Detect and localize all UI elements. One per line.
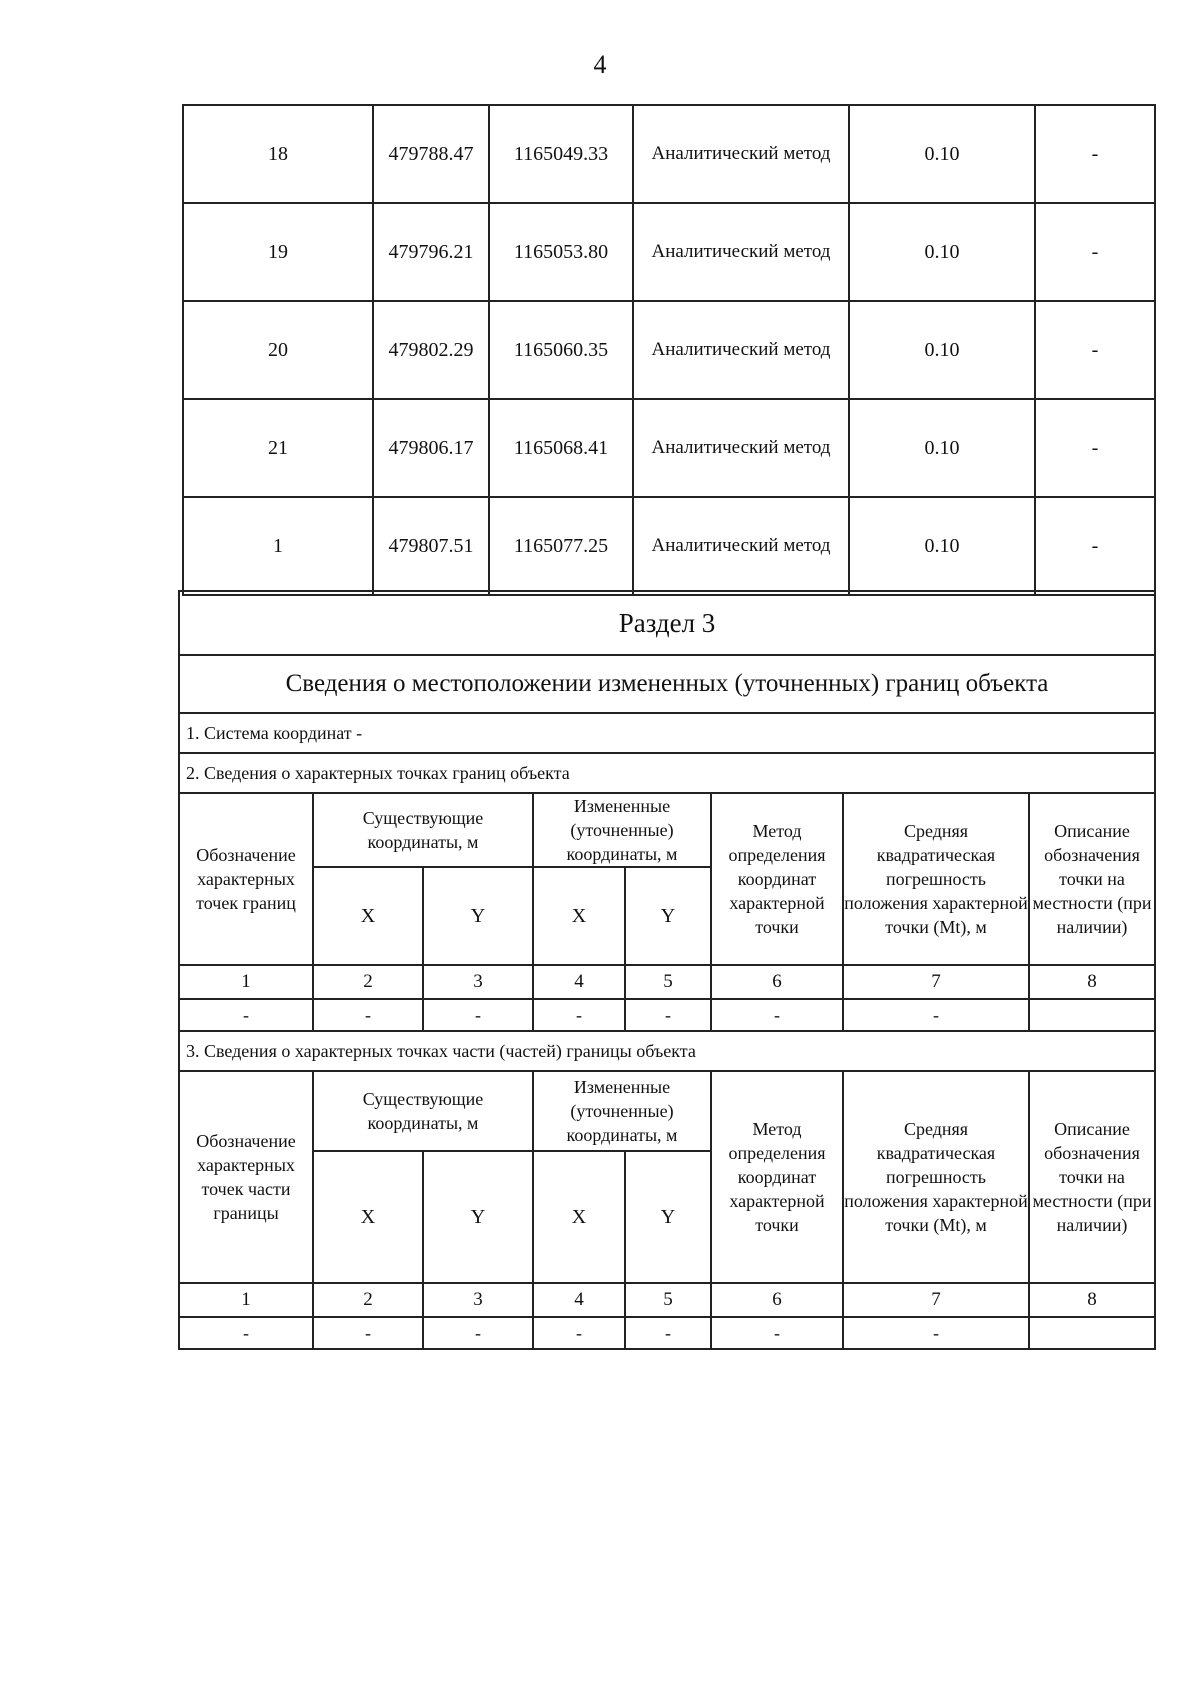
part2-col-existing: Существующие координаты, м bbox=[313, 793, 533, 867]
column-number-cell: 6 bbox=[711, 1283, 843, 1317]
part3-col-description: Описание обозначения точки на местности (при наличии) bbox=[1029, 1071, 1155, 1283]
part2-existing-x: X bbox=[313, 867, 423, 965]
point-description-cell: - bbox=[1035, 203, 1155, 301]
empty-value-cell: - bbox=[423, 999, 533, 1031]
part2-col-accuracy: Средняя квадратическая погрешность положения характерной точки (Mt), м bbox=[843, 793, 1029, 965]
point-x-cell: 479806.17 bbox=[373, 399, 489, 497]
table-row bbox=[183, 203, 1155, 301]
column-number-cell: 1 bbox=[179, 1283, 313, 1317]
points-table bbox=[182, 104, 1156, 596]
point-accuracy-cell: 0.10 bbox=[849, 203, 1035, 301]
point-y-cell: 1165060.35 bbox=[489, 301, 633, 399]
point-id-cell: 20 bbox=[183, 301, 373, 399]
part3-existing-x: X bbox=[313, 1151, 423, 1283]
empty-value-cell: - bbox=[711, 1317, 843, 1349]
empty-value-cell bbox=[1029, 1317, 1155, 1349]
column-number-cell: 8 bbox=[1029, 1283, 1155, 1317]
column-number-cell: 1 bbox=[179, 965, 313, 999]
point-accuracy-cell: 0.10 bbox=[849, 497, 1035, 595]
section-3-table bbox=[178, 590, 1156, 1350]
point-method-cell: Аналитический метод bbox=[633, 399, 849, 497]
coord-system: 1. Система координат - bbox=[179, 713, 1155, 753]
point-description-cell: - bbox=[1035, 497, 1155, 595]
empty-value-cell: - bbox=[843, 999, 1029, 1031]
point-accuracy-cell: 0.10 bbox=[849, 301, 1035, 399]
point-description-cell: - bbox=[1035, 399, 1155, 497]
table-row bbox=[179, 999, 1155, 1031]
part3-col-method: Метод определения координат характерной точки bbox=[711, 1071, 843, 1283]
page-number: 4 bbox=[593, 50, 607, 79]
part3-heading: 3. Сведения о характерных точках части (частей) границы объекта bbox=[179, 1031, 1155, 1071]
column-number-cell: 7 bbox=[843, 965, 1029, 999]
column-number-cell: 4 bbox=[533, 965, 625, 999]
section-subtitle: Сведения о местоположении измененных (уточненных) границ объекта bbox=[179, 655, 1155, 713]
empty-value-cell: - bbox=[711, 999, 843, 1031]
column-number-cell: 4 bbox=[533, 1283, 625, 1317]
column-number-cell: 3 bbox=[423, 965, 533, 999]
point-method-cell: Аналитический метод bbox=[633, 105, 849, 203]
part2-col-changed: Измененные (уточненные) координаты, м bbox=[533, 793, 711, 867]
section-title: Раздел 3 bbox=[179, 591, 1155, 655]
point-id-cell: 18 bbox=[183, 105, 373, 203]
empty-value-cell: - bbox=[179, 1317, 313, 1349]
part2-col-description: Описание обозначения точки на местности (при наличии) bbox=[1029, 793, 1155, 965]
part2-existing-y: Y bbox=[423, 867, 533, 965]
empty-value-cell: - bbox=[843, 1317, 1029, 1349]
point-id-cell: 21 bbox=[183, 399, 373, 497]
point-y-cell: 1165053.80 bbox=[489, 203, 633, 301]
part2-col-method: Метод определения координат характерной точки bbox=[711, 793, 843, 965]
table-row bbox=[179, 965, 1155, 999]
point-method-cell: Аналитический метод bbox=[633, 203, 849, 301]
point-y-cell: 1165077.25 bbox=[489, 497, 633, 595]
point-id-cell: 1 bbox=[183, 497, 373, 595]
part2-changed-x: X bbox=[533, 867, 625, 965]
column-number-cell: 5 bbox=[625, 1283, 711, 1317]
empty-value-cell: - bbox=[313, 1317, 423, 1349]
empty-value-cell: - bbox=[423, 1317, 533, 1349]
table-row bbox=[183, 399, 1155, 497]
point-method-cell: Аналитический метод bbox=[633, 497, 849, 595]
point-description-cell: - bbox=[1035, 301, 1155, 399]
part2-col-designation: Обозначение характерных точек границ bbox=[179, 793, 313, 965]
table-row bbox=[183, 105, 1155, 203]
part3-existing-y: Y bbox=[423, 1151, 533, 1283]
empty-value-cell: - bbox=[533, 999, 625, 1031]
point-x-cell: 479807.51 bbox=[373, 497, 489, 595]
point-accuracy-cell: 0.10 bbox=[849, 105, 1035, 203]
column-number-cell: 2 bbox=[313, 965, 423, 999]
point-y-cell: 1165049.33 bbox=[489, 105, 633, 203]
table-row bbox=[183, 497, 1155, 595]
point-accuracy-cell: 0.10 bbox=[849, 399, 1035, 497]
table-row bbox=[183, 301, 1155, 399]
part2-changed-y: Y bbox=[625, 867, 711, 965]
empty-value-cell bbox=[1029, 999, 1155, 1031]
point-id-cell: 19 bbox=[183, 203, 373, 301]
column-number-cell: 3 bbox=[423, 1283, 533, 1317]
table-row bbox=[179, 1283, 1155, 1317]
point-method-cell: Аналитический метод bbox=[633, 301, 849, 399]
point-x-cell: 479788.47 bbox=[373, 105, 489, 203]
column-number-cell: 8 bbox=[1029, 965, 1155, 999]
empty-value-cell: - bbox=[625, 999, 711, 1031]
part3-col-changed: Измененные (уточненные) координаты, м bbox=[533, 1071, 711, 1151]
empty-value-cell: - bbox=[313, 999, 423, 1031]
part2-heading: 2. Сведения о характерных точках границ объекта bbox=[179, 753, 1155, 793]
point-x-cell: 479802.29 bbox=[373, 301, 489, 399]
empty-value-cell: - bbox=[625, 1317, 711, 1349]
part3-col-accuracy: Средняя квадратическая погрешность положения характерной точки (Mt), м bbox=[843, 1071, 1029, 1283]
column-number-cell: 7 bbox=[843, 1283, 1029, 1317]
part3-col-existing: Существующие координаты, м bbox=[313, 1071, 533, 1151]
column-number-cell: 6 bbox=[711, 965, 843, 999]
table-row bbox=[179, 1317, 1155, 1349]
part3-changed-x: X bbox=[533, 1151, 625, 1283]
empty-value-cell: - bbox=[179, 999, 313, 1031]
part3-changed-y: Y bbox=[625, 1151, 711, 1283]
column-number-cell: 2 bbox=[313, 1283, 423, 1317]
empty-value-cell: - bbox=[533, 1317, 625, 1349]
point-y-cell: 1165068.41 bbox=[489, 399, 633, 497]
point-x-cell: 479796.21 bbox=[373, 203, 489, 301]
point-description-cell: - bbox=[1035, 105, 1155, 203]
column-number-cell: 5 bbox=[625, 965, 711, 999]
part3-col-designation: Обозначение характерных точек части границы bbox=[179, 1071, 313, 1283]
